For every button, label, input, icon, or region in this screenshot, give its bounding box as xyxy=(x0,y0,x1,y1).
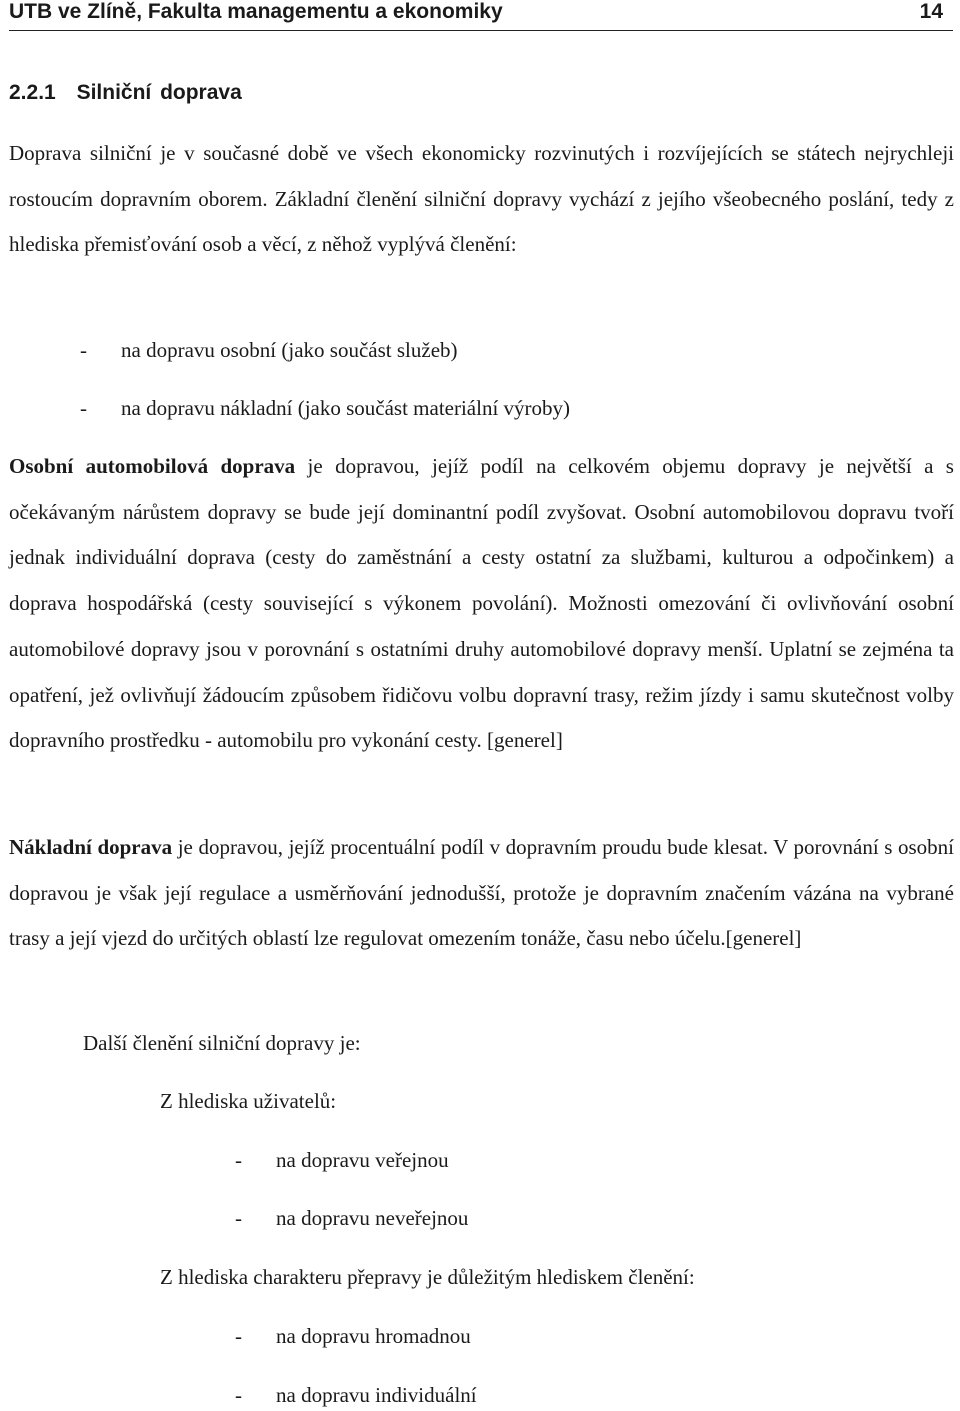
list-item-text: na dopravu neveřejnou xyxy=(276,1206,469,1230)
users-heading: Z hlediska uživatelů: xyxy=(160,1089,337,1113)
dash-marker: - xyxy=(235,1206,242,1230)
list-item-text: na dopravu veřejnou xyxy=(276,1148,449,1172)
character-heading: Z hlediska charakteru přepravy je důležitým hlediskem členění: xyxy=(160,1265,695,1289)
list-item-text: na dopravu nákladní (jako součást materiální výroby) xyxy=(121,396,571,420)
list-item xyxy=(80,338,458,363)
freight-transport-term: Nákladní doprava xyxy=(9,835,173,859)
list-item xyxy=(235,1148,449,1173)
page-header xyxy=(9,0,953,31)
list-item xyxy=(235,1324,471,1349)
further-division-line: Další členění silniční dopravy je: xyxy=(83,1031,361,1055)
page-number: 14 xyxy=(919,0,943,23)
list-item xyxy=(235,1383,477,1408)
header-title: UTB ve Zlíně, Fakulta managementu a ekonomiky xyxy=(9,0,503,23)
section-heading xyxy=(9,81,242,105)
dash-marker: - xyxy=(80,396,87,420)
personal-transport-term: Osobní automobilová doprava xyxy=(9,454,296,478)
list-item-text: na dopravu osobní (jako součást služeb) xyxy=(121,338,458,362)
section-number: 2.2.1 xyxy=(9,81,56,104)
freight-transport-paragraph xyxy=(9,825,954,962)
list-item-text: na dopravu individuální xyxy=(276,1383,477,1407)
dash-marker: - xyxy=(235,1383,242,1407)
dash-marker: - xyxy=(235,1148,242,1172)
list-item xyxy=(235,1206,468,1231)
personal-transport-text: je dopravou, jejíž podíl na celkovém objemu dopravy je největší a s očekávaným nárůstem dopravy se bude její dominantní podíl zvyšovat. Osobní automobilovou dopravu tvoří jednak individuální doprava (cesty do zaměstnání a cesty ostatní za službami, kulturou a odpočinkem) a doprava hospodářská (cesty související s výkonem povolání). Možnosti omezování či ovlivňování osobní automobilové dopravy jsou v porovnání s ostatními druhy automobilové dopravy menší. Uplatní se zejména ta opatření, jež ovlivňují žádoucím způsobem řidičovu volbu dopravní trasy, režim jízdy i samu skutečnost volby dopravního prostředku - automobilu pro vykonání cesty. [generel] xyxy=(9,454,954,753)
freight-transport-text: je dopravou, jejíž procentuální podíl v dopravním proudu bude klesat. V porovnání s osobní dopravou je však její regulace a usměrňování jednodušší, protože je dopravním značením vázána na vybrané trasy a její vjezd do určitých oblastí lze regulovat omezením tonáže, času nebo účelu.[generel] xyxy=(9,835,954,951)
personal-transport-paragraph xyxy=(9,444,954,764)
intro-paragraph: Doprava silniční je v současné době ve všech ekonomicky rozvinutých i rozvíjejících se státech nejrychleji rostoucím dopravním oborem. Základní členění silniční dopravy vychází z jejího všeobecného poslání, tedy z hlediska přemisťování osob a věcí, z něhož vyplývá členění: xyxy=(9,141,954,257)
list-item-text: na dopravu hromadnou xyxy=(276,1324,471,1348)
section-title: Silniční doprava xyxy=(76,81,242,104)
list-item xyxy=(80,396,570,421)
dash-marker: - xyxy=(235,1324,242,1348)
dash-marker: - xyxy=(80,338,87,362)
